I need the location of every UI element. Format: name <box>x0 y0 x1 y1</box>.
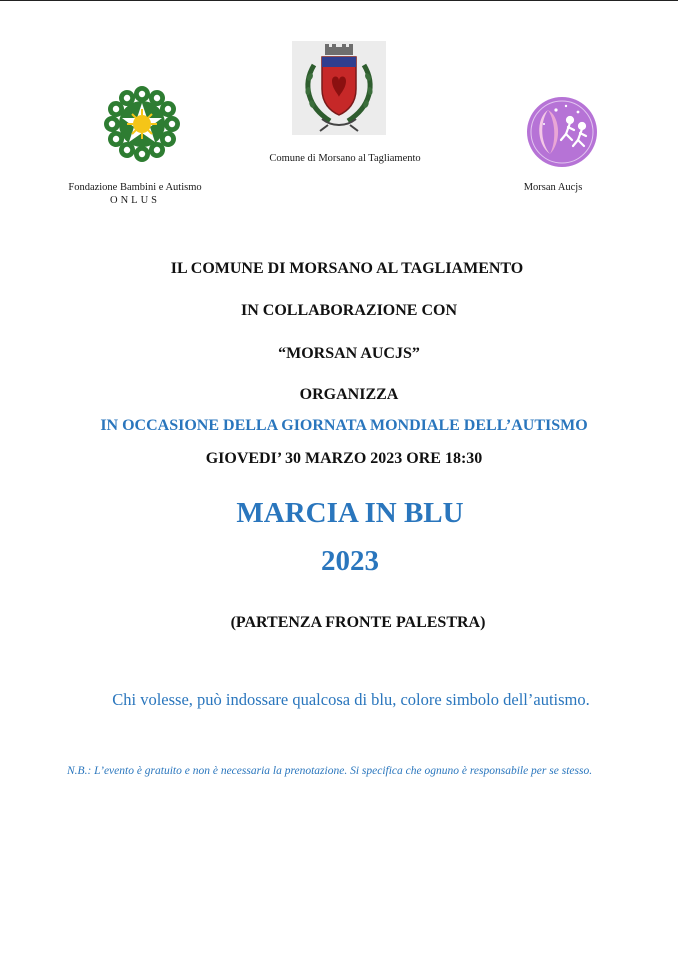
organizer-line: IL COMUNE DI MORSANO AL TAGLIAMENTO <box>170 260 524 277</box>
event-year: 2023 <box>321 545 379 577</box>
left-logo-caption-sub: ONLUS <box>109 195 160 206</box>
event-title: MARCIA IN BLU <box>236 497 464 529</box>
center-logo-caption: Comune di Morsano al Tagliamento <box>269 153 421 164</box>
municipal-coat-of-arms-icon <box>292 41 386 135</box>
top-rule <box>0 0 678 1</box>
moon-runners-logo-icon <box>526 96 598 168</box>
left-logo-caption-name: Fondazione Bambini e Autismo <box>68 182 202 193</box>
invitation-line: Chi volesse, può indossare qualcosa di blu, colore simbolo dell’autismo. <box>112 690 590 709</box>
organizes-line: ORGANIZZA <box>299 386 399 403</box>
start-location-line: (PARTENZA FRONTE PALESTRA) <box>230 614 486 631</box>
left-logo-caption <box>50 181 220 207</box>
partner-line: “MORSAN AUCJS” <box>278 345 420 362</box>
flower-star-logo-icon <box>104 86 180 162</box>
right-logo-caption: Morsan Aucjs <box>523 182 583 193</box>
date-time-line: GIOVEDI’ 30 MARZO 2023 ORE 18:30 <box>205 450 483 467</box>
collaboration-line: IN COLLABORAZIONE CON <box>240 302 458 319</box>
footnote: N.B.: L’evento è gratuito e non è necessaria la prenotazione. Si specifica che ognuno è responsabile per se stesso. <box>67 765 593 777</box>
occasion-line: IN OCCASIONE DELLA GIORNATA MONDIALE DELL’AUTISMO <box>100 417 588 434</box>
